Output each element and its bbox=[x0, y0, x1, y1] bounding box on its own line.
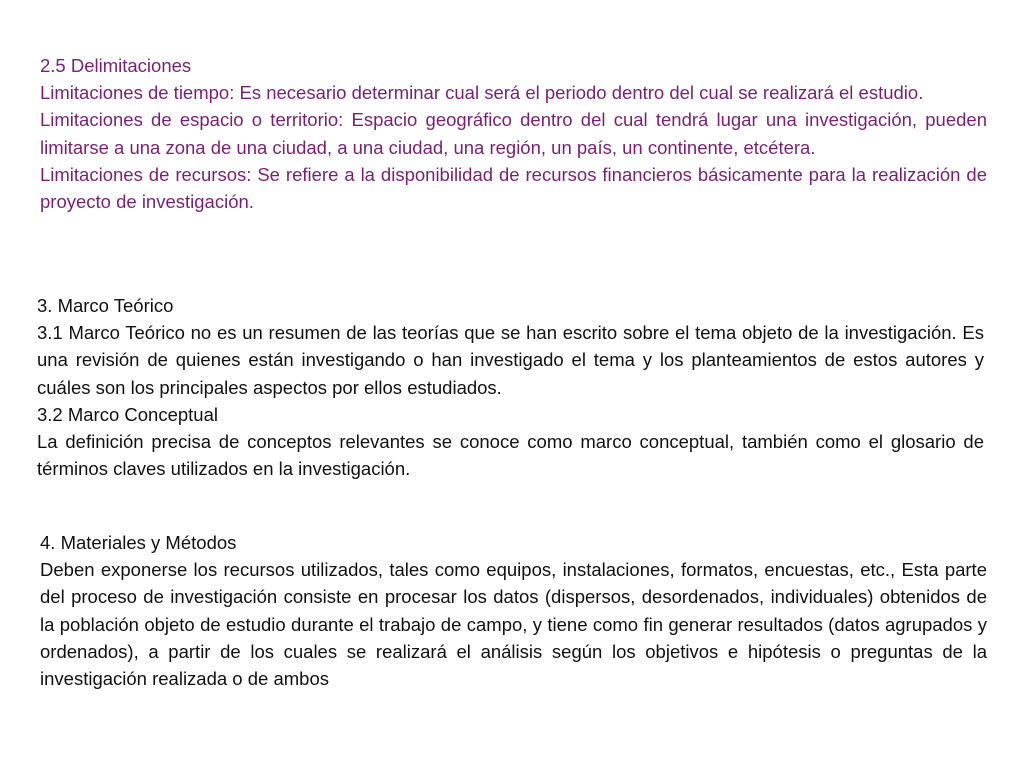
marco-conceptual-heading: 3.2 Marco Conceptual bbox=[37, 403, 218, 425]
marco-conceptual-paragraph: La definición precisa de conceptos relevantes se conoce como marco conceptual, también como el glosario de términos claves utilizados en la investigación. bbox=[37, 431, 984, 480]
limitaciones-espacio-paragraph: Limitaciones de espacio o territorio: Espacio geográfico dentro del cual tendrá lugar una investigación, pueden limitarse a una zona de una ciudad, a una ciudad, una región, un país, un continente, etcétera. bbox=[40, 109, 987, 158]
marco-teorico-paragraph: 3.1 Marco Teórico no es un resumen de las teorías que se han escrito sobre el tema objeto de la investigación. Es una revisión de quienes están investigando o han investigado el tema y los planteamientos de estos autores y cuáles son los principales aspectos por ellos estudiados. bbox=[37, 322, 984, 398]
materiales-metodos-heading: 4. Materiales y Métodos bbox=[40, 532, 237, 553]
delimitaciones-heading: 2.5 Delimitaciones bbox=[40, 55, 192, 76]
materiales-metodos-paragraph: Deben exponerse los recursos utilizados, tales como equipos, instalaciones, formatos, encuestas, etc., Esta parte del proceso de investigación consiste en procesar los datos (dispersos, desordenados, individuales) obtenidos de la población objeto de estudio durante el trabajo de campo, y tiene como fin generar resultados (datos agrupados y ordenados), a partir de los cuales se realizará el análisis según los objetivos e hipótesis o preguntas de la investigación realizada o de ambos bbox=[40, 559, 987, 690]
limitaciones-tiempo-paragraph: Limitaciones de tiempo: Es necesario determinar cual será el periodo dentro del cual se realizará el estudio. bbox=[40, 82, 924, 104]
marco-teorico-heading: 3. Marco Teórico bbox=[37, 295, 174, 316]
limitaciones-recursos-paragraph: Limitaciones de recursos: Se refiere a la disponibilidad de recursos financieros básicamente para la realización de proyecto de investigación. bbox=[40, 163, 987, 213]
delimitaciones-section bbox=[40, 52, 987, 215]
marco-teorico-section bbox=[37, 292, 984, 482]
materiales-metodos-section bbox=[40, 529, 987, 692]
